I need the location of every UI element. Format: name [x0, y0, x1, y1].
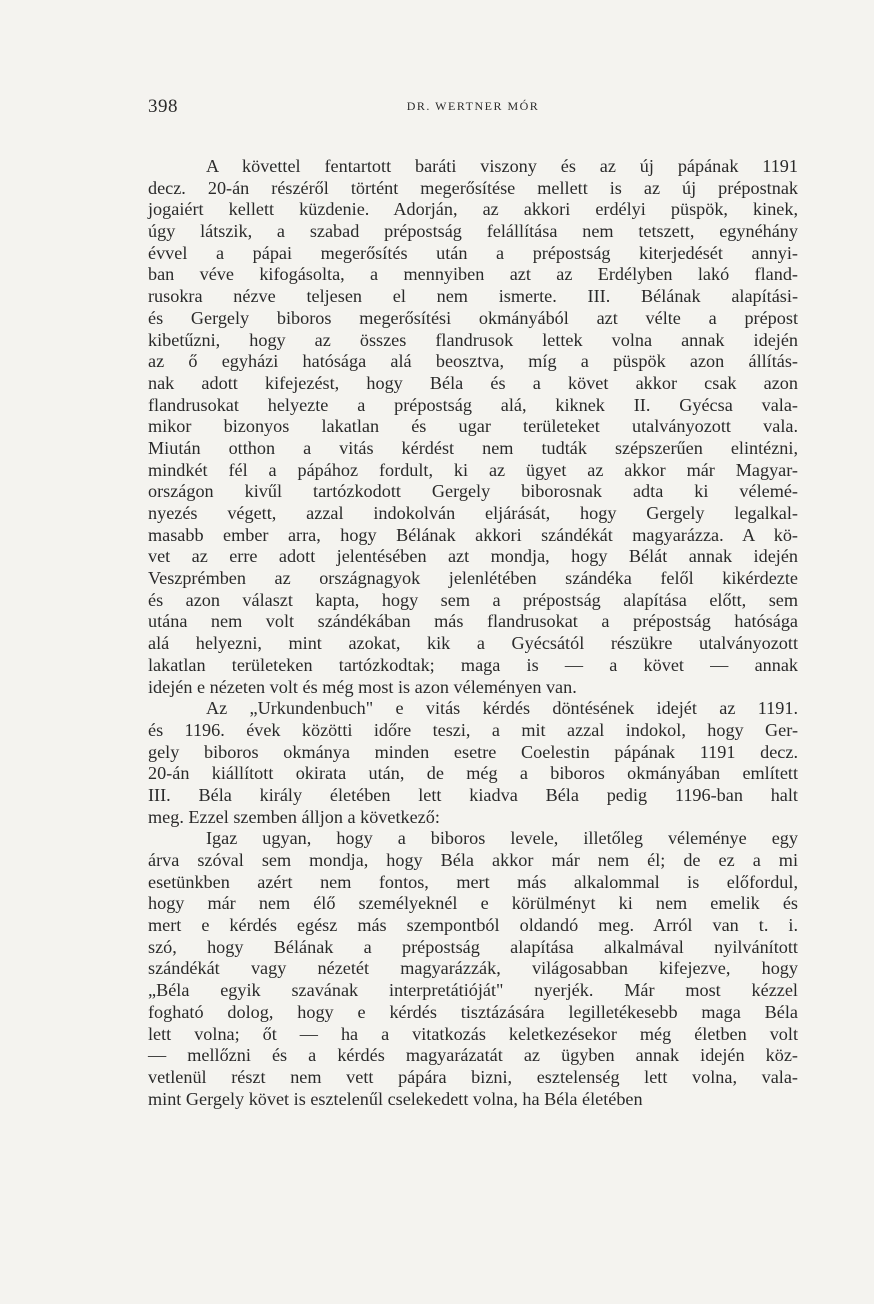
text-line: mert e kérdés egész más szempontból oldandó meg. Arról van t. i. [148, 915, 798, 936]
text-line: lett volna; őt — ha a vitatkozás keletkezésekor még életben volt [148, 1023, 798, 1044]
running-head: DR. WERTNER MÓR [406, 99, 540, 113]
text-line: flandrusokat helyezte a prépostság alá, kiknek II. Gyécsa vala- [148, 394, 798, 415]
text-line: idején e nézeten volt és még most is azon véleményen van. [148, 676, 577, 697]
text-line: nak adott kifejezést, hogy Béla és a követ akkor csak azon [148, 372, 798, 393]
body-text [148, 156, 798, 1110]
text-line: vet az erre adott jelentésében azt mondja, hogy Bélát annak idején [148, 546, 798, 567]
text-line: úgy látszik, a szabad prépostság felállítása nem tetszett, egynéhány [148, 221, 798, 242]
text-line: nyezés végett, azzal indokolván eljárását, hogy Gergely legalkal- [148, 503, 798, 523]
text-line: szó, hogy Bélának a prépostság alapítása alkalmával nyilvánított [148, 936, 798, 957]
text-line: Az „Urkundenbuch" e vitás kérdés döntésének idejét az 1191. [206, 698, 798, 719]
text-line: rusokra nézve teljesen el nem ismerte. III. Bélának alapítási- [148, 286, 798, 307]
text-line: mikor bizonyos lakatlan és ugar területeket utalványozott vala. [148, 416, 798, 437]
text-line: Igaz ugyan, hogy a biboros levele, illetőleg véleménye egy [206, 828, 798, 849]
text-line: és Gergely biboros megerősítési okmányából azt vélte a prépost [148, 307, 798, 328]
text-line: Miután otthon a vitás kérdést nem tudták szépszerűen elintézni, [148, 437, 798, 458]
text-line: az ő egyházi hatósága alá beosztva, míg a püspök azon állítás- [148, 351, 798, 372]
text-line: árva szóval sem mondja, hogy Béla akkor már nem él; de ez a mi [148, 850, 798, 870]
text-line: országon kivűl tartózkodott Gergely biborosnak adta ki vélemé- [148, 481, 798, 502]
text-line: évvel a pápai megerősítés után a prépostság kiterjedését annyi- [148, 242, 798, 263]
text-line: III. Béla király életében lett kiadva Béla pedig 1196-ban halt [148, 784, 798, 805]
text-line: vetlenül részt nem vett pápára bizni, esztelenség lett volna, vala- [148, 1066, 798, 1087]
text-line: — mellőzni és a kérdés magyarázatát az ügyben annak idején köz- [148, 1045, 798, 1066]
text-line: esetünkben azért nem fontos, mert más alkalommal is előfordul, [148, 871, 798, 892]
text-line: masabb ember arra, hogy Bélának akkori szándékát magyarázza. A kö- [148, 524, 798, 545]
text-line: fogható dolog, hogy e kérdés tisztázására legilletékesebb maga Béla [148, 1001, 798, 1022]
text-line: és azon választ kapta, hogy sem a prépostság alapítása előtt, sem [148, 589, 798, 610]
page-number: 398 [148, 96, 178, 117]
text-line: ban véve kifogásolta, a mennyiben azt az Erdélyben lakó fland- [148, 264, 798, 285]
text-line: mint Gergely követ is esztelenűl cselekedett volna, ha Béla életében [148, 1088, 643, 1109]
text-line: alá helyezni, mint azokat, kik a Gyécsától részükre utalványozott [148, 633, 798, 654]
text-line: szándékát vagy nézetét magyarázzák, világosabban kifejezve, hogy [148, 958, 798, 979]
text-line: A követtel fentartott baráti viszony és az új pápának 1191 [206, 156, 798, 176]
text-line: meg. Ezzel szemben álljon a következő: [148, 806, 440, 827]
text-line: „Béla egyik szavának interpretátióját" nyerjék. Már most kézzel [148, 980, 798, 1001]
text-line: hogy már nem élő személyeknél e körülményt ki nem emelik és [148, 893, 798, 914]
text-line: Veszprémben az országnagyok jelenlétében szándéka felől kikérdezte [148, 568, 798, 589]
text-line: decz. 20-án részéről történt megerősítése mellett is az új prépostnak [148, 177, 798, 198]
text-line: gely biboros okmánya minden esetre Coelestin pápának 1191 decz. [148, 741, 798, 762]
text-line: jogaiért kellett küzdenie. Adorján, az akkori erdélyi püspök, kinek, [148, 199, 798, 220]
text-line: és 1196. évek közötti időre teszi, a mit azzal indokol, hogy Ger- [148, 719, 798, 740]
text-line: utána nem volt szándékában más flandrusokat a prépostság hatósága [148, 611, 798, 632]
text-line: lakatlan területeken tartózkodtak; maga is — a követ — annak [148, 654, 798, 675]
page-header [148, 96, 798, 120]
text-line: 20-án kiállított okirata után, de még a biboros okmányában említett [148, 763, 798, 784]
text-line: kibetűzni, hogy az összes flandrusok lettek volna annak idején [148, 329, 798, 350]
text-line: mindkét fél a pápához fordult, ki az ügyet az akkor már Magyar- [148, 459, 798, 480]
